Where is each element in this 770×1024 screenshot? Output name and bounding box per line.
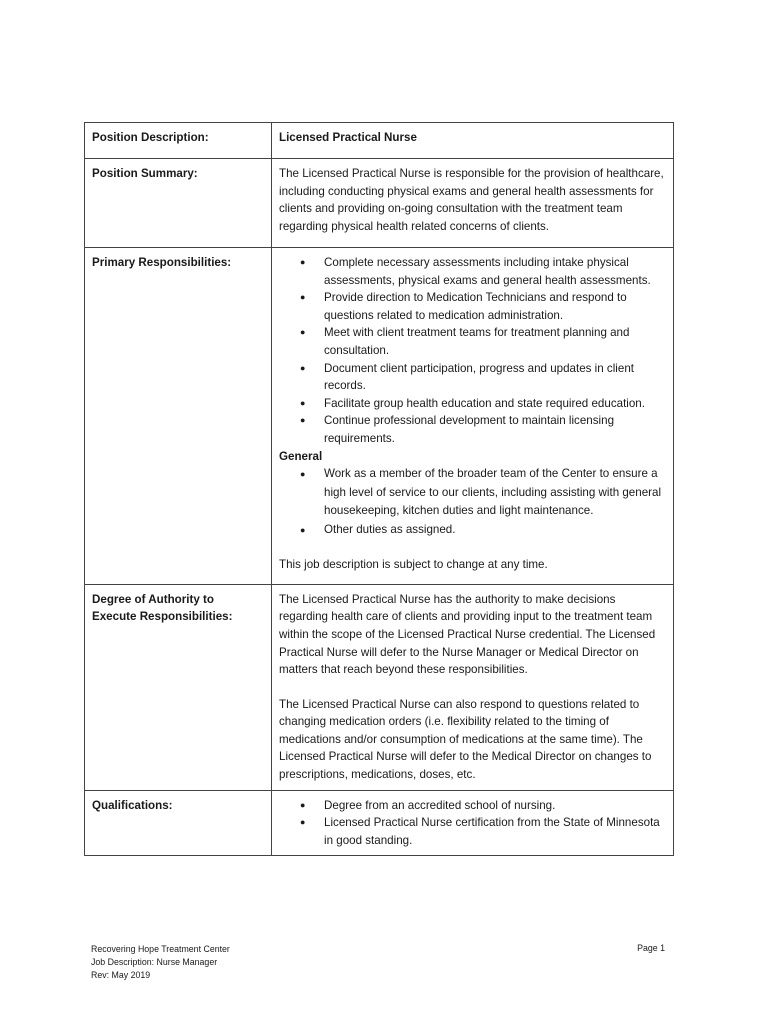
- change-note: This job description is subject to change at any time.: [279, 558, 548, 572]
- authority-paragraph: The Licensed Practical Nurse can also respond to questions related to changing medication orders (i.e. flexibility related to the timing of medications and/or consumption of medications at the same time). The Licensed Practical Nurse will defer to the Medical Director on changes to prescriptions, medications, doses, etc.: [279, 697, 652, 782]
- position-description-label: Position Description:: [85, 123, 272, 159]
- list-item: ● Work as a member of the broader team of the Center to ensure a high level of service to our clients, including assisting with general housekeeping, kitchen duties and light maintenance.: [279, 465, 667, 521]
- position-summary-value: The Licensed Practical Nurse is responsible for the provision of healthcare, including conducting physical exams and general health assessments for clients and providing on-going consultation with the treatment team regarding physical health related concerns of clients.: [272, 159, 674, 248]
- degree-of-authority-value: [272, 584, 674, 790]
- qualifications-list: [279, 797, 667, 850]
- label-line: Degree of Authority to: [92, 592, 214, 606]
- list-item: ● Document client participation, progress and updates in client records.: [279, 360, 667, 395]
- table-row: [85, 584, 674, 790]
- footer-organization: Recovering Hope Treatment Center: [91, 944, 230, 954]
- job-description-table: [84, 122, 674, 856]
- list-item: ● Provide direction to Medication Technicians and respond to questions related to medication administration.: [279, 289, 667, 324]
- list-item: ● Other duties as assigned.: [279, 521, 667, 540]
- list-item: ● Facilitate group health education and state required education.: [279, 395, 667, 413]
- position-description-value: Licensed Practical Nurse: [272, 123, 674, 159]
- table-row: [85, 123, 674, 159]
- footer-revision: Rev: May 2019: [91, 970, 151, 980]
- responsibilities-list: [279, 254, 667, 448]
- footer-document-title: Job Description: Nurse Manager: [91, 957, 218, 967]
- table-row: [85, 248, 674, 585]
- degree-of-authority-label: [85, 584, 272, 790]
- page-number: Page 1: [637, 943, 665, 953]
- primary-responsibilities-label: Primary Responsibilities:: [85, 248, 272, 585]
- list-item: ● Complete necessary assessments including intake physical assessments, physical exams and general health assessments.: [279, 254, 667, 289]
- primary-responsibilities-value: [272, 248, 674, 585]
- table-row: [85, 790, 674, 856]
- list-item: ● Continue professional development to maintain licensing requirements.: [279, 412, 667, 447]
- list-item: ● Licensed Practical Nurse certification from the State of Minnesota in good standing.: [279, 814, 667, 849]
- authority-paragraph: The Licensed Practical Nurse has the authority to make decisions regarding health care of clients and providing input to the treatment team within the scope of the Licensed Practical Nurse credential. The Licensed Practical Nurse will defer to the Nurse Manager or Medical Director on matters that reach beyond these responsibilities.: [279, 592, 656, 677]
- qualifications-label: Qualifications:: [85, 790, 272, 856]
- footer: [91, 943, 230, 982]
- qualifications-value: [272, 790, 674, 856]
- label-line: Execute Responsibilities:: [92, 610, 233, 624]
- position-summary-label: Position Summary:: [85, 159, 272, 248]
- list-item: ● Meet with client treatment teams for treatment planning and consultation.: [279, 324, 667, 359]
- table-row: [85, 159, 674, 248]
- general-heading: General: [279, 449, 323, 463]
- list-item: ● Degree from an accredited school of nursing.: [279, 797, 667, 815]
- general-list: [279, 465, 667, 539]
